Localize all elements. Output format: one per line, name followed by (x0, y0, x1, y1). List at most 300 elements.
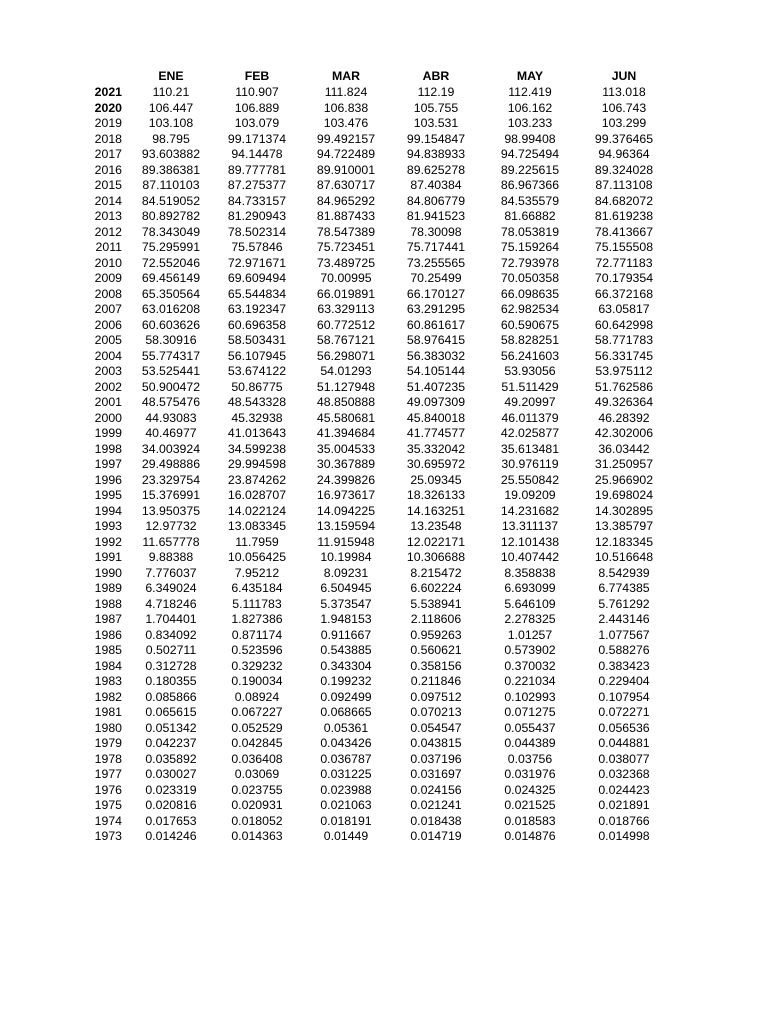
table-row (84, 566, 670, 582)
table-row (84, 287, 670, 303)
table-row (84, 318, 670, 334)
table-row (84, 659, 670, 675)
value-cell: 0.199232 (320, 674, 372, 688)
value-cell: 42.302006 (594, 426, 654, 440)
table-row (84, 690, 670, 706)
year-cell: 1996 (94, 472, 122, 487)
value-cell: 45.32938 (231, 410, 283, 425)
value-cell: 9.88388 (148, 550, 194, 564)
value-cell: 18.326133 (406, 488, 466, 502)
value-cell: 84.965292 (316, 193, 376, 208)
value-cell: 89.910001 (316, 162, 376, 177)
value-cell: 0.021241 (410, 798, 462, 812)
table-row (84, 519, 670, 535)
value-cell: 0.221034 (504, 674, 556, 688)
value-cell: 6.774385 (598, 581, 650, 595)
year-cell: 2012 (94, 224, 122, 239)
value-cell: 0.037196 (410, 751, 462, 766)
value-cell: 0.523596 (231, 643, 283, 657)
value-cell: 0.018766 (598, 813, 650, 828)
value-cell: 23.874262 (227, 472, 287, 487)
value-cell: 72.793978 (500, 255, 560, 270)
table-row (84, 705, 670, 721)
value-cell: 41.394684 (316, 426, 376, 440)
value-cell: 60.696358 (227, 317, 287, 332)
value-cell: 69.609494 (227, 271, 287, 285)
value-cell: 13.950375 (141, 503, 201, 518)
year-cell: 2001 (94, 395, 122, 409)
value-cell: 0.014719 (410, 829, 462, 843)
year-cell: 1991 (94, 550, 122, 564)
year-cell: 2009 (94, 271, 122, 285)
year-cell: 2013 (94, 209, 122, 223)
value-cell: 106.162 (507, 100, 553, 115)
value-cell: 103.108 (148, 116, 194, 130)
value-cell: 0.035892 (145, 751, 197, 766)
value-cell: 0.024325 (504, 782, 556, 797)
year-cell: 1980 (94, 720, 122, 735)
value-cell: 34.599238 (227, 441, 287, 456)
value-cell: 8.358838 (504, 565, 556, 580)
table-row (84, 643, 670, 659)
value-cell: 75.159264 (500, 240, 560, 254)
year-cell: 2006 (94, 317, 122, 332)
value-cell: 58.767121 (316, 333, 376, 347)
value-cell: 87.40384 (410, 178, 462, 192)
value-cell: 0.021525 (504, 798, 556, 812)
value-cell: 14.163251 (406, 503, 466, 518)
table-row (84, 194, 670, 210)
value-cell: 106.743 (601, 100, 647, 115)
value-cell: 0.036408 (231, 751, 283, 766)
year-cell: 1974 (94, 813, 122, 828)
value-cell: 0.329232 (231, 658, 283, 673)
value-cell: 66.098635 (500, 286, 560, 301)
value-cell: 0.021063 (320, 798, 372, 812)
value-cell: 25.550842 (500, 472, 560, 487)
value-cell: 58.30916 (145, 333, 197, 347)
value-cell: 54.01293 (320, 364, 372, 378)
value-cell: 72.971671 (227, 255, 287, 270)
value-cell: 24.399826 (316, 472, 376, 487)
value-cell: 87.110103 (142, 178, 200, 192)
value-cell: 0.056536 (598, 720, 650, 735)
value-cell: 25.09345 (410, 472, 462, 487)
value-cell: 75.155508 (594, 240, 654, 254)
value-cell: 0.020816 (145, 798, 197, 812)
value-cell: 70.179354 (594, 271, 654, 285)
table-row (84, 147, 670, 163)
value-cell: 46.011379 (501, 410, 559, 425)
value-cell: 13.23548 (410, 519, 462, 533)
value-cell: 2.118606 (410, 612, 462, 626)
year-cell: 2007 (94, 302, 122, 316)
value-cell: 0.014246 (145, 829, 197, 843)
value-cell: 63.05817 (598, 302, 650, 316)
year-cell: 1979 (94, 736, 122, 750)
value-cell: 58.976415 (406, 333, 466, 347)
value-cell: 60.772512 (316, 317, 376, 332)
year-cell: 1985 (94, 643, 122, 657)
value-cell: 80.892782 (141, 209, 201, 223)
table-body (84, 85, 670, 845)
value-cell: 1.704401 (145, 612, 197, 626)
value-cell: 0.018191 (320, 813, 372, 828)
value-cell: 1.948153 (320, 612, 372, 626)
value-cell: 35.332042 (406, 441, 466, 456)
value-cell: 0.911667 (320, 627, 372, 642)
value-cell: 60.590675 (500, 317, 560, 332)
year-cell: 1988 (94, 596, 122, 611)
value-cell: 58.503431 (227, 333, 287, 347)
value-cell: 70.050358 (500, 271, 560, 285)
value-cell: 84.535579 (500, 193, 560, 208)
table-row (84, 814, 670, 830)
value-cell: 0.018052 (231, 813, 283, 828)
value-cell: 56.241603 (500, 348, 560, 363)
value-cell: 0.030027 (145, 767, 197, 781)
table-row (84, 225, 670, 241)
value-cell: 0.054547 (410, 720, 462, 735)
value-cell: 29.498886 (141, 457, 201, 471)
value-cell: 113.018 (602, 85, 646, 99)
value-cell: 84.682072 (594, 193, 654, 208)
value-cell: 45.580681 (316, 410, 376, 425)
value-cell: 0.085866 (145, 689, 197, 704)
value-cell: 0.588276 (598, 643, 650, 657)
value-cell: 19.09209 (504, 488, 556, 502)
value-cell: 13.385797 (594, 519, 654, 533)
value-cell: 0.018438 (410, 813, 462, 828)
value-cell: 0.038077 (598, 751, 650, 766)
value-cell: 42.025877 (500, 426, 560, 440)
value-cell: 60.603626 (141, 317, 201, 332)
table-row (84, 116, 670, 132)
column-header-abr: ABR (422, 69, 450, 83)
value-cell: 81.941523 (406, 209, 466, 223)
table-row (84, 798, 670, 814)
table-row (84, 395, 670, 411)
value-cell: 0.024423 (598, 782, 650, 797)
value-cell: 12.101438 (500, 534, 560, 549)
value-cell: 46.28392 (598, 410, 650, 425)
year-cell: 1987 (94, 612, 122, 626)
value-cell: 45.840018 (406, 410, 466, 425)
value-cell: 0.871174 (231, 627, 283, 642)
year-cell: 2019 (94, 116, 122, 130)
value-cell: 48.575476 (141, 395, 201, 409)
value-cell: 0.211846 (410, 674, 462, 688)
value-cell: 0.043426 (320, 736, 372, 750)
value-cell: 0.031976 (504, 767, 556, 781)
value-cell: 11.7959 (235, 534, 279, 549)
value-cell: 98.795 (152, 131, 190, 146)
table-header-row (84, 67, 670, 85)
value-cell: 55.774317 (141, 348, 201, 363)
value-cell: 70.00995 (320, 271, 372, 285)
value-cell: 94.722489 (316, 147, 376, 161)
year-cell: 2017 (94, 147, 122, 161)
value-cell: 0.03756 (507, 751, 553, 766)
value-cell: 19.698024 (594, 488, 654, 502)
value-cell: 50.86775 (231, 379, 283, 394)
value-cell: 73.489725 (316, 255, 376, 270)
value-cell: 56.383032 (406, 348, 466, 363)
value-cell: 89.324028 (594, 162, 654, 177)
value-cell: 75.295991 (141, 240, 201, 254)
table-row (84, 178, 670, 194)
value-cell: 87.630717 (316, 178, 376, 192)
year-cell: 2000 (94, 410, 122, 425)
table-row (84, 597, 670, 613)
year-cell: 1989 (94, 581, 122, 595)
value-cell: 105.755 (413, 100, 459, 115)
value-cell: 14.094225 (316, 503, 376, 518)
year-cell: 1997 (94, 457, 122, 471)
table-row (84, 535, 670, 551)
value-cell: 66.019891 (316, 286, 376, 301)
table-row (84, 380, 670, 396)
table-row (84, 442, 670, 458)
value-cell: 103.079 (234, 116, 280, 130)
value-cell: 8.215472 (410, 565, 462, 580)
value-cell: 65.350564 (141, 286, 201, 301)
year-cell: 2021 (94, 85, 122, 99)
value-cell: 0.383423 (598, 658, 650, 673)
column-header-feb: FEB (244, 69, 270, 83)
year-cell: 2010 (94, 255, 122, 270)
value-cell: 89.225615 (500, 162, 560, 177)
value-cell: 40.46977 (145, 426, 197, 440)
value-cell: 0.043815 (410, 736, 462, 750)
table-row (84, 333, 670, 349)
value-cell: 14.022124 (227, 503, 287, 518)
table-row (84, 736, 670, 752)
value-cell: 0.071275 (504, 705, 556, 719)
value-cell: 78.053819 (500, 224, 560, 239)
value-cell: 87.275377 (227, 178, 287, 192)
value-cell: 0.031225 (320, 767, 372, 781)
value-cell: 63.192347 (227, 302, 287, 316)
value-cell: 69.456149 (141, 271, 201, 285)
value-cell: 0.023319 (145, 782, 197, 797)
value-cell: 98.99408 (504, 131, 556, 146)
value-cell: 0.018583 (504, 813, 556, 828)
value-cell: 0.070213 (410, 705, 462, 719)
value-cell: 34.003924 (141, 441, 201, 456)
value-cell: 5.646109 (504, 596, 556, 611)
year-cell: 1986 (94, 627, 122, 642)
value-cell: 12.022171 (406, 534, 466, 549)
year-cell: 1975 (94, 798, 122, 812)
value-cell: 10.407442 (500, 550, 560, 564)
table-row (84, 101, 670, 117)
value-cell: 65.544834 (227, 286, 287, 301)
value-cell: 78.502314 (227, 224, 287, 239)
value-cell: 4.718246 (145, 596, 197, 611)
year-cell: 2018 (94, 131, 122, 146)
table-row (84, 674, 670, 690)
value-cell: 86.967366 (500, 178, 560, 192)
value-cell: 6.504945 (320, 581, 372, 595)
year-cell: 1995 (94, 488, 122, 502)
value-cell: 11.915948 (317, 534, 375, 549)
value-cell: 89.386381 (141, 162, 201, 177)
value-cell: 0.312728 (145, 658, 197, 673)
value-cell: 81.887433 (316, 209, 376, 223)
table-row (84, 829, 670, 845)
value-cell: 5.761292 (598, 596, 650, 611)
year-cell: 2005 (94, 333, 122, 347)
value-cell: 0.959263 (410, 627, 462, 642)
table-row (84, 256, 670, 272)
value-cell: 1.827386 (231, 612, 283, 626)
value-cell: 1.077567 (598, 627, 650, 642)
value-cell: 48.850888 (316, 395, 376, 409)
value-cell: 78.413667 (594, 224, 654, 239)
table-row (84, 163, 670, 179)
year-cell: 2002 (94, 379, 122, 394)
year-cell: 1998 (94, 441, 122, 456)
value-cell: 6.693099 (504, 581, 556, 595)
value-cell: 15.376991 (141, 488, 201, 502)
value-cell: 12.183345 (594, 534, 654, 549)
year-header-cell (84, 67, 130, 85)
value-cell: 110.907 (235, 85, 279, 99)
value-cell: 99.492157 (316, 131, 376, 146)
value-cell: 2.278325 (504, 612, 556, 626)
value-cell: 0.03069 (234, 767, 280, 781)
value-cell: 6.435184 (231, 581, 283, 595)
value-cell: 89.625278 (406, 162, 466, 177)
value-cell: 41.013643 (227, 426, 287, 440)
table-row (84, 132, 670, 148)
value-cell: 0.014998 (598, 829, 650, 843)
value-cell: 66.372168 (594, 286, 654, 301)
value-cell: 30.976119 (501, 457, 559, 471)
value-cell: 0.097512 (410, 689, 462, 704)
value-cell: 0.051342 (145, 720, 197, 735)
value-cell: 0.072271 (598, 705, 650, 719)
value-cell: 0.023755 (231, 782, 283, 797)
value-cell: 99.154847 (406, 131, 466, 146)
table-row (84, 209, 670, 225)
value-cell: 103.476 (323, 116, 369, 130)
value-cell: 75.57846 (231, 240, 283, 254)
table-row (84, 550, 670, 566)
value-cell: 78.30098 (410, 224, 462, 239)
value-cell: 94.96364 (598, 147, 650, 161)
value-cell: 51.127948 (316, 379, 376, 394)
value-cell: 6.602224 (410, 581, 462, 595)
value-cell: 51.511429 (501, 379, 559, 394)
value-cell: 0.01449 (323, 829, 369, 843)
column-header-may: MAY (516, 69, 544, 83)
value-cell: 58.828251 (500, 333, 560, 347)
table-row (84, 504, 670, 520)
column-header-mar: MAR (331, 69, 360, 83)
value-cell: 0.502711 (145, 643, 197, 657)
value-cell: 14.231682 (500, 503, 560, 518)
value-cell: 5.538941 (410, 596, 462, 611)
year-cell: 1973 (94, 829, 122, 843)
table-row (84, 752, 670, 768)
year-cell: 1983 (94, 674, 122, 688)
value-cell: 36.03442 (598, 441, 650, 456)
value-cell: 103.531 (413, 116, 459, 130)
value-cell: 13.083345 (227, 519, 287, 533)
value-cell: 53.674122 (227, 364, 287, 378)
value-cell: 35.613481 (500, 441, 560, 456)
table-row (84, 240, 670, 256)
value-cell: 81.290943 (227, 209, 287, 223)
value-cell: 14.302895 (594, 503, 654, 518)
value-cell: 0.180355 (145, 674, 197, 688)
value-cell: 56.107945 (227, 348, 287, 363)
value-cell: 10.306688 (406, 550, 466, 564)
value-cell: 103.233 (507, 116, 553, 130)
year-cell: 2014 (94, 193, 122, 208)
value-cell: 50.900472 (141, 379, 201, 394)
table-row (84, 302, 670, 318)
value-cell: 48.543328 (227, 395, 287, 409)
year-cell: 1977 (94, 767, 122, 781)
value-cell: 99.171374 (227, 131, 287, 146)
year-cell: 1976 (94, 782, 122, 797)
value-cell: 31.250957 (594, 457, 654, 471)
value-cell: 0.358156 (410, 658, 462, 673)
value-cell: 29.994598 (227, 457, 287, 471)
value-cell: 8.542939 (598, 565, 650, 580)
value-cell: 93.603882 (141, 147, 201, 161)
value-cell: 66.170127 (406, 286, 466, 301)
value-cell: 111.824 (324, 85, 368, 99)
table-row (84, 457, 670, 473)
value-cell: 41.774577 (406, 426, 466, 440)
value-cell: 58.771783 (594, 333, 654, 347)
value-cell: 0.067227 (231, 705, 283, 719)
value-cell: 0.834092 (145, 627, 197, 642)
value-cell: 0.023988 (320, 782, 372, 797)
value-cell: 13.159594 (316, 519, 376, 533)
value-cell: 25.966902 (594, 472, 654, 487)
value-cell: 106.838 (323, 100, 369, 115)
value-cell: 72.771183 (595, 255, 653, 270)
value-cell: 70.25499 (410, 271, 462, 285)
value-cell: 8.09231 (323, 565, 369, 580)
value-cell: 0.102993 (504, 689, 556, 704)
value-cell: 7.95212 (234, 565, 280, 580)
value-cell: 54.105144 (406, 364, 466, 378)
value-cell: 5.373547 (320, 596, 372, 611)
value-cell: 0.560621 (410, 643, 462, 657)
value-cell: 6.349024 (145, 581, 197, 595)
year-cell: 1982 (94, 689, 122, 704)
value-cell: 87.113108 (595, 178, 653, 192)
year-cell: 2020 (94, 100, 122, 115)
value-cell: 0.042845 (231, 736, 283, 750)
value-cell: 81.619238 (594, 209, 654, 223)
year-cell: 1999 (94, 426, 122, 440)
value-cell: 1.01257 (507, 627, 553, 642)
value-cell: 106.447 (148, 100, 194, 115)
value-cell: 0.052529 (231, 720, 283, 735)
index-table (84, 67, 670, 845)
value-cell: 84.519052 (141, 193, 201, 208)
value-cell: 0.031697 (410, 767, 462, 781)
value-cell: 10.056425 (227, 550, 287, 564)
value-cell: 0.068665 (320, 705, 372, 719)
